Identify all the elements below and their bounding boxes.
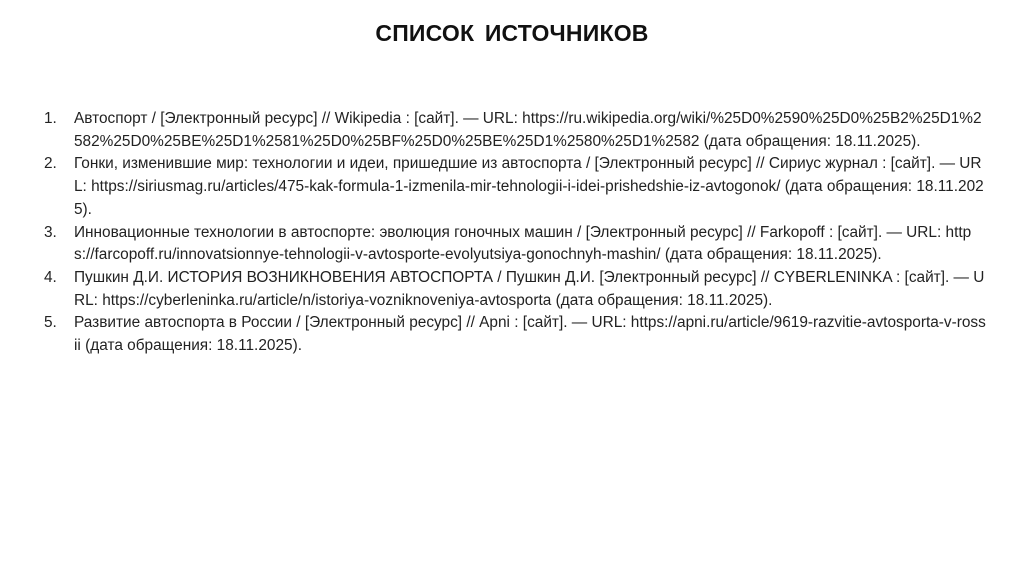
list-item-number: 2. — [44, 155, 57, 173]
page-title: СПИСОК ИСТОЧНИКОВ — [375, 20, 649, 46]
list-item — [36, 312, 986, 357]
list-item-number: 4. — [44, 268, 57, 286]
list-item — [36, 222, 986, 267]
list-item-number: 3. — [44, 223, 57, 241]
source-citation: Гонки, изменившие мир: технологии и идеи, пришедшие из автоспорта / [Электронный ресурс] // Сириус журнал : [сайт]. — URL: https://siriusmag.ru/articles/475-kak-formula-1-izmenila-mir-tehnologii-i-idei-prishedshie-iz-avtogonok/ (дата обращения: 18.11.2025). — [74, 155, 984, 218]
list-item — [36, 108, 986, 153]
source-citation: Автоспорт / [Электронный ресурс] // Wikipedia : [сайт]. — URL: https://ru.wikipedia.org/wiki/%25D0%2590%25D0%25B2%25D1%2582%25D0%25BE%25D1%2581%25D0%25BF%25D0%25BE%25D1%2580%25D1%2582 (дата обращения: 18.11.2025). — [74, 110, 982, 150]
list-item — [36, 267, 986, 312]
source-citation: Пушкин Д.И. ИСТОРИЯ ВОЗНИКНОВЕНИЯ АВТОСПОРТА / Пушкин Д.И. [Электронный ресурс] // CYBERLENINKA : [сайт]. — URL: https://cyberleninka.ru/article/n/istoriya-vozniknoveniya-avtosporta (дата обращения: 18.11.2025). — [74, 268, 985, 309]
sources-list — [36, 108, 986, 358]
source-citation: Развитие автоспорта в России / [Электронный ресурс] // Apni : [сайт]. — URL: https://apni.ru/article/9619-razvitie-avtosporta-v-rossii (дата обращения: 18.11.2025). — [74, 314, 986, 355]
list-item-number: 5. — [44, 314, 57, 332]
source-citation: Инновационные технологии в автоспорте: эволюция гоночных машин / [Электронный ресурс] // Farkopoff : [сайт]. — URL: https://farcopoff.ru/innovatsionnye-tehnologii-v-avtosporte-evolyutsiya-gonochnyh-mashin/ (дата обращения: 18.11.2025). — [74, 223, 972, 264]
list-item-number: 1. — [44, 110, 57, 127]
list-item — [36, 153, 986, 221]
